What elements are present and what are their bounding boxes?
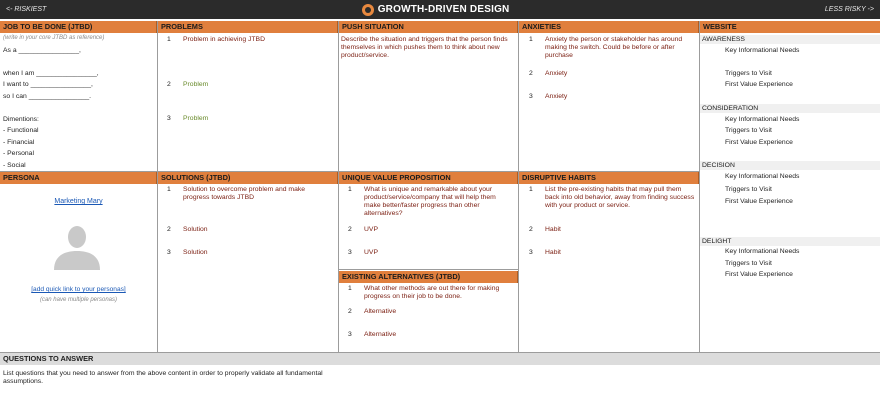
persona-quick-link[interactable]: [add quick link to your personas] — [31, 286, 126, 293]
uvp-number: 3 — [348, 249, 352, 256]
persona-avatar-icon — [52, 224, 102, 270]
grid-line — [339, 269, 518, 270]
website-item[interactable]: Key Informational Needs — [725, 47, 800, 54]
uvp-item[interactable]: What is unique and remarkable about your product/service/company that will help them make better/faster progress than other alternatives? — [364, 186, 496, 217]
habit-number: 1 — [529, 186, 533, 193]
habit-number: 2 — [529, 226, 533, 233]
anxiety-item[interactable]: Anxiety — [545, 93, 568, 100]
anxiety-item[interactable]: Anxiety — [545, 70, 568, 77]
anxiety-number: 2 — [529, 70, 533, 77]
uvp-number: 2 — [348, 226, 352, 233]
website-item[interactable]: First Value Experience — [725, 81, 793, 88]
website-item[interactable]: Triggers to Visit — [725, 70, 772, 77]
jtbd-dimension: - Social — [3, 162, 26, 169]
jtbd-want[interactable]: I want to ________________, — [3, 81, 93, 88]
jtbd-dimension: - Personal — [3, 150, 34, 157]
alternative-number: 3 — [348, 331, 352, 338]
uvp-number: 1 — [348, 186, 352, 193]
grid-line — [699, 21, 700, 352]
solution-item[interactable]: Solution to overcome problem and make progress towards JTBD — [183, 186, 306, 201]
top-bar — [0, 0, 880, 19]
alternatives-header: EXISTING ALTERNATIVES (JTBD) — [339, 271, 518, 283]
anxieties-header: ANXIETIES — [519, 21, 699, 33]
website-item[interactable]: Key Informational Needs — [725, 248, 800, 255]
problem-item[interactable]: Problem — [183, 115, 209, 122]
habit-number: 3 — [529, 249, 533, 256]
jtbd-hint: (write in your core JTBD as reference) — [3, 35, 105, 41]
solution-number: 3 — [167, 249, 171, 256]
website-item[interactable]: First Value Experience — [725, 139, 793, 146]
jtbd-when[interactable]: when I am ________________, — [3, 70, 99, 77]
alternative-item[interactable]: Alternative — [364, 331, 397, 338]
solution-item[interactable]: Solution — [183, 249, 208, 256]
jtbd-as-a[interactable]: As a ________________, — [3, 47, 81, 54]
solution-number: 2 — [167, 226, 171, 233]
jtbd-dimensions-label: Dimentions: — [3, 116, 39, 123]
anxiety-item[interactable]: Anxiety the person or stakeholder has around making the switch. Could be before or after purchase — [545, 36, 683, 59]
problem-number: 2 — [167, 81, 171, 88]
grid-line — [338, 21, 339, 352]
push-situation-header: PUSH SITUATION — [339, 21, 518, 33]
problems-header: PROBLEMS — [158, 21, 338, 33]
website-item[interactable]: Triggers to Visit — [725, 127, 772, 134]
grid-line — [157, 21, 158, 352]
jtbd-dimension: - Functional — [3, 127, 39, 134]
alternative-item[interactable]: What other methods are out there for making progress on their job to be done. — [364, 285, 500, 300]
anxiety-number: 1 — [529, 36, 533, 43]
uvp-item[interactable]: UVP — [364, 226, 378, 233]
website-item[interactable]: First Value Experience — [725, 271, 793, 278]
brand-title: GROWTH-DRIVEN DESIGN — [377, 4, 510, 15]
solution-number: 1 — [167, 186, 171, 193]
solution-item[interactable]: Solution — [183, 226, 208, 233]
alternative-number: 2 — [348, 308, 352, 315]
website-item[interactable]: Triggers to Visit — [725, 260, 772, 267]
website-item[interactable]: Triggers to Visit — [725, 186, 772, 193]
website-band-delight: DELIGHT — [700, 237, 880, 246]
website-band-decision: DECISION — [700, 161, 880, 170]
habit-item[interactable]: Habit — [545, 249, 561, 256]
questions-header: QUESTIONS TO ANSWER — [0, 353, 880, 365]
habit-item[interactable]: List the pre-existing habits that may pull them back into old behavior, away from finding success with your product or service. — [545, 186, 695, 209]
habit-item[interactable]: Habit — [545, 226, 561, 233]
website-item[interactable]: First Value Experience — [725, 198, 793, 205]
brand — [362, 4, 510, 16]
push-situation-text[interactable]: Describe the situation and triggers that the person finds themselves in which pushes them to think about new product/service. — [341, 36, 508, 59]
problem-item[interactable]: Problem — [183, 81, 209, 88]
jtbd-can[interactable]: so I can ________________. — [3, 93, 92, 100]
jtbd-dimension: - Financial — [3, 139, 35, 146]
grid-line — [518, 21, 519, 352]
website-band-awareness: AWARENESS — [700, 35, 880, 44]
persona-name-link[interactable]: Marketing Mary — [54, 198, 103, 205]
less-risky-label: LESS RISKY -> — [824, 6, 874, 13]
persona-header: PERSONA — [0, 172, 157, 184]
website-header: WEBSITE — [700, 21, 880, 33]
problem-item[interactable]: Problem in achieving JTBD — [183, 36, 265, 43]
persona-hint: (can have multiple personas) — [39, 297, 118, 303]
website-band-consideration: CONSIDERATION — [700, 104, 880, 113]
solutions-header: SOLUTIONS (JTBD) — [158, 172, 338, 184]
brand-logo-icon — [362, 4, 374, 16]
habits-header: DISRUPTIVE HABITS — [519, 172, 699, 184]
jtbd-header: JOB TO BE DONE (JTBD) — [0, 21, 157, 33]
questions-text[interactable]: List questions that you need to answer from the above content in order to properly validate all fundamental assumptions. — [3, 370, 323, 385]
uvp-item[interactable]: UVP — [364, 249, 378, 256]
website-item[interactable]: Key Informational Needs — [725, 173, 800, 180]
anxiety-number: 3 — [529, 93, 533, 100]
riskiest-label: <- RISKIEST — [6, 6, 47, 13]
problem-number: 3 — [167, 115, 171, 122]
uvp-header: UNIQUE VALUE PROPOSITION — [339, 172, 518, 184]
website-item[interactable]: Key Informational Needs — [725, 116, 800, 123]
alternative-item[interactable]: Alternative — [364, 308, 397, 315]
problem-number: 1 — [167, 36, 171, 43]
alternative-number: 1 — [348, 285, 352, 292]
